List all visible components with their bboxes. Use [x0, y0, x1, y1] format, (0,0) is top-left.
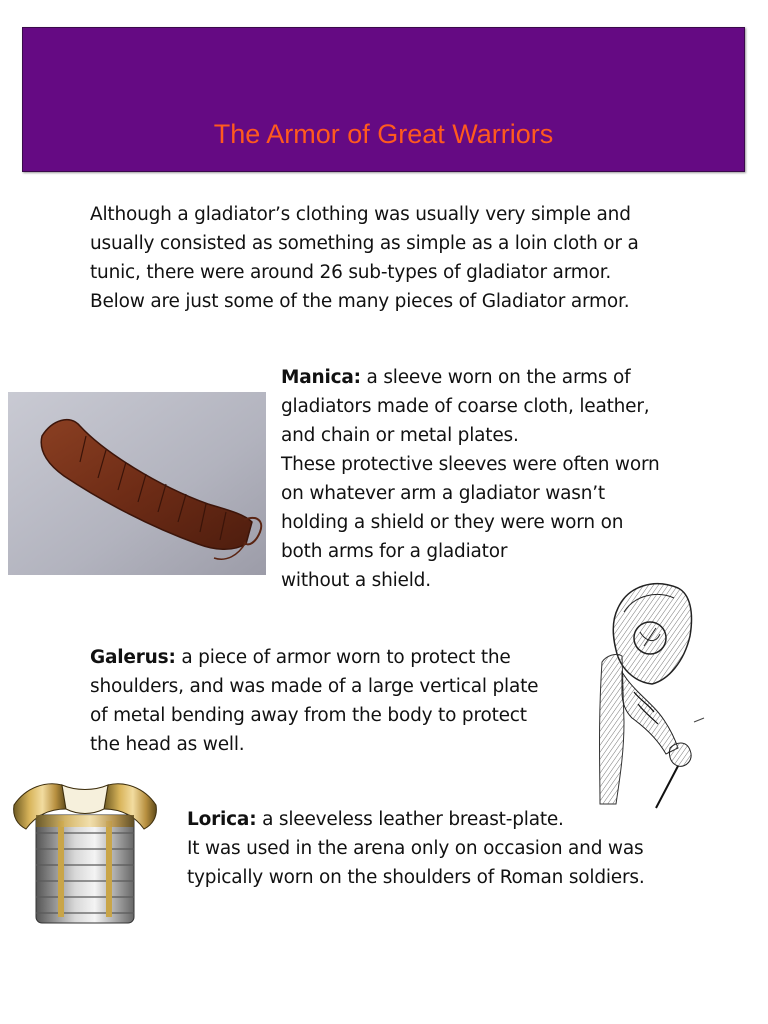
lorica-armor-photo: [6, 775, 164, 933]
lorica-first-line-rest: a sleeveless leather breast-plate.: [256, 809, 564, 830]
galerus-term: Galerus:: [90, 647, 176, 668]
title-banner: [22, 27, 745, 172]
manica-line: and chain or metal plates.: [281, 425, 519, 446]
manica-term: Manica:: [281, 367, 361, 388]
manica-first-line-rest: a sleeve worn on the arms of: [360, 367, 631, 388]
galerus-line: the head as well.: [90, 734, 245, 755]
manica-line: These protective sleeves were often worn: [281, 454, 660, 475]
intro-line: usually consisted as something as simple as a loin cloth or a: [90, 233, 639, 254]
intro-line: tunic, there were around 26 sub-types of gladiator armor.: [90, 262, 612, 283]
manica-description: [281, 363, 660, 595]
manica-line: both arms for a gladiator: [281, 541, 508, 562]
lorica-line: typically worn on the shoulders of Roman soldiers.: [187, 867, 645, 888]
intro-paragraph: [90, 200, 639, 316]
lorica-first-line: [187, 805, 645, 834]
intro-line: Below are just some of the many pieces of Gladiator armor.: [90, 291, 630, 312]
page-title: The Armor of Great Warriors: [213, 119, 554, 149]
galerus-gladiator-drawing: [594, 572, 708, 812]
galerus-line: of metal bending away from the body to protect: [90, 705, 527, 726]
galerus-line: shoulders, and was made of a large vertical plate: [90, 676, 539, 697]
lorica-line: It was used in the arena only on occasion and was: [187, 838, 644, 859]
lorica-description: [187, 805, 645, 892]
manica-line: holding a shield or they were worn on: [281, 512, 624, 533]
intro-line: Although a gladiator’s clothing was usually very simple and: [90, 204, 631, 225]
galerus-description: [90, 643, 538, 759]
manica-line: without a shield.: [281, 570, 431, 591]
manica-line: gladiators made of coarse cloth, leather,: [281, 396, 650, 417]
manica-first-line: [281, 363, 660, 392]
lorica-term: Lorica:: [187, 809, 257, 830]
manica-line: on whatever arm a gladiator wasn’t: [281, 483, 605, 504]
manica-sleeve-photo: [8, 392, 266, 575]
galerus-first-line: [90, 643, 538, 672]
galerus-first-line-rest: a piece of armor worn to protect the: [175, 647, 511, 668]
